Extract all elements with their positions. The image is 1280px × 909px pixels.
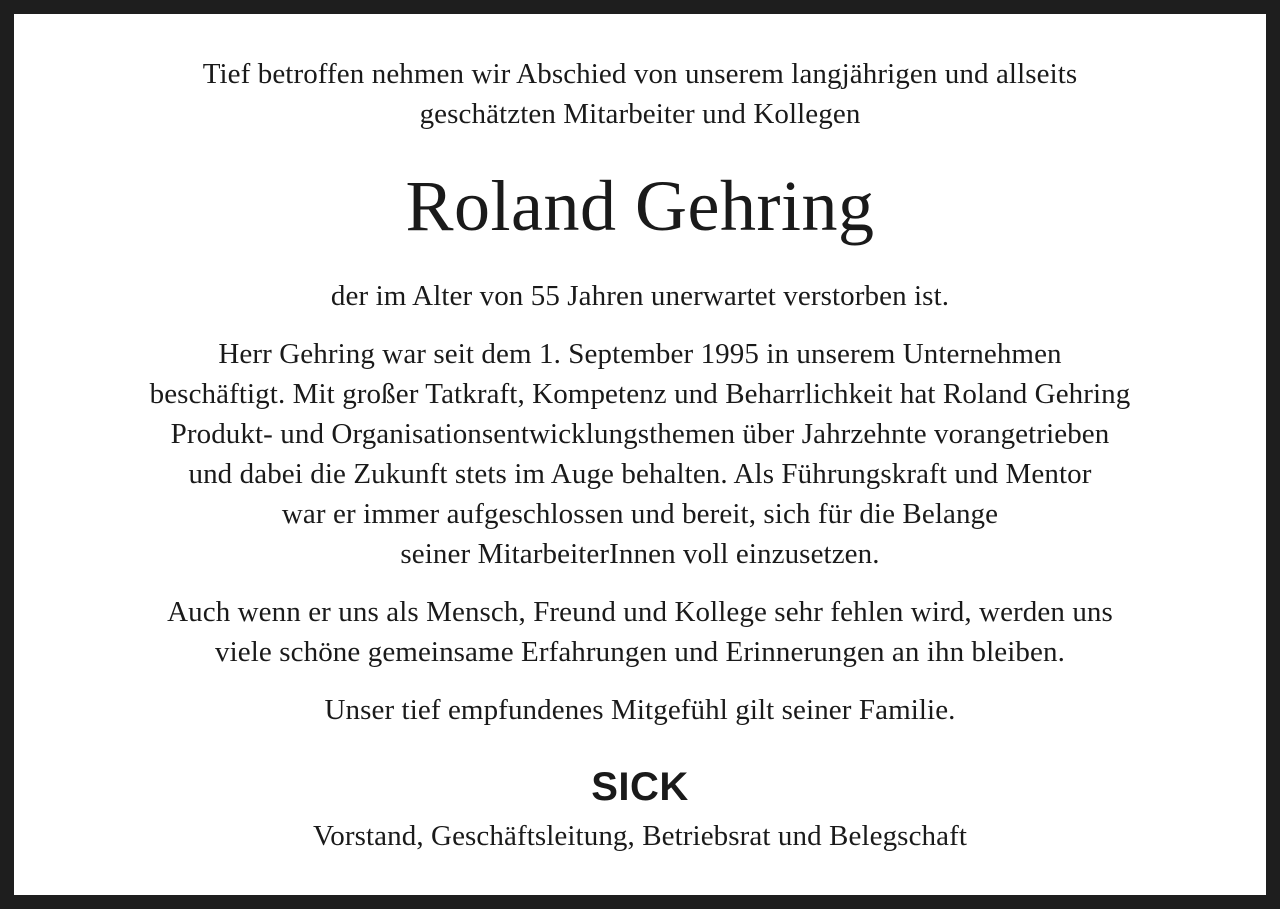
condolence-line: Unser tief empfundenes Mitgefühl gilt seiner Familie. — [324, 694, 956, 726]
intro-line-2: geschätzten Mitarbeiter und Kollegen — [419, 98, 861, 130]
career-line-1: Herr Gehring war seit dem 1. September 1995 in unserem Unternehmen — [218, 338, 1062, 370]
obituary-notice — [14, 14, 1266, 895]
signatories-line: Vorstand, Geschäftsleitung, Betriebsrat und Belegschaft — [312, 820, 968, 852]
farewell-line-1: Auch wenn er uns als Mensch, Freund und Kollege sehr fehlen wird, werden uns — [167, 596, 1113, 628]
career-line-3: Produkt- und Organisationsentwicklungsthemen über Jahrzehnte vorangetrieben — [170, 418, 1110, 450]
career-line-6: seiner MitarbeiterInnen voll einzusetzen. — [400, 538, 880, 570]
farewell-line-2: viele schöne gemeinsame Erfahrungen und Erinnerungen an ihn bleiben. — [215, 636, 1065, 668]
age-line: der im Alter von 55 Jahren unerwartet verstorben ist. — [330, 280, 950, 312]
deceased-name: Roland Gehring — [405, 166, 875, 246]
career-line-4: und dabei die Zukunft stets im Auge behalten. Als Führungskraft und Mentor — [188, 458, 1092, 490]
career-line-5: war er immer aufgeschlossen und bereit, sich für die Belange — [281, 498, 999, 530]
intro-line-1: Tief betroffen nehmen wir Abschied von unserem langjährigen und allseits — [202, 58, 1078, 90]
career-line-2: beschäftigt. Mit großer Tatkraft, Kompetenz und Beharrlichkeit hat Roland Gehring — [149, 378, 1131, 410]
company-logo: SICK — [591, 765, 689, 809]
